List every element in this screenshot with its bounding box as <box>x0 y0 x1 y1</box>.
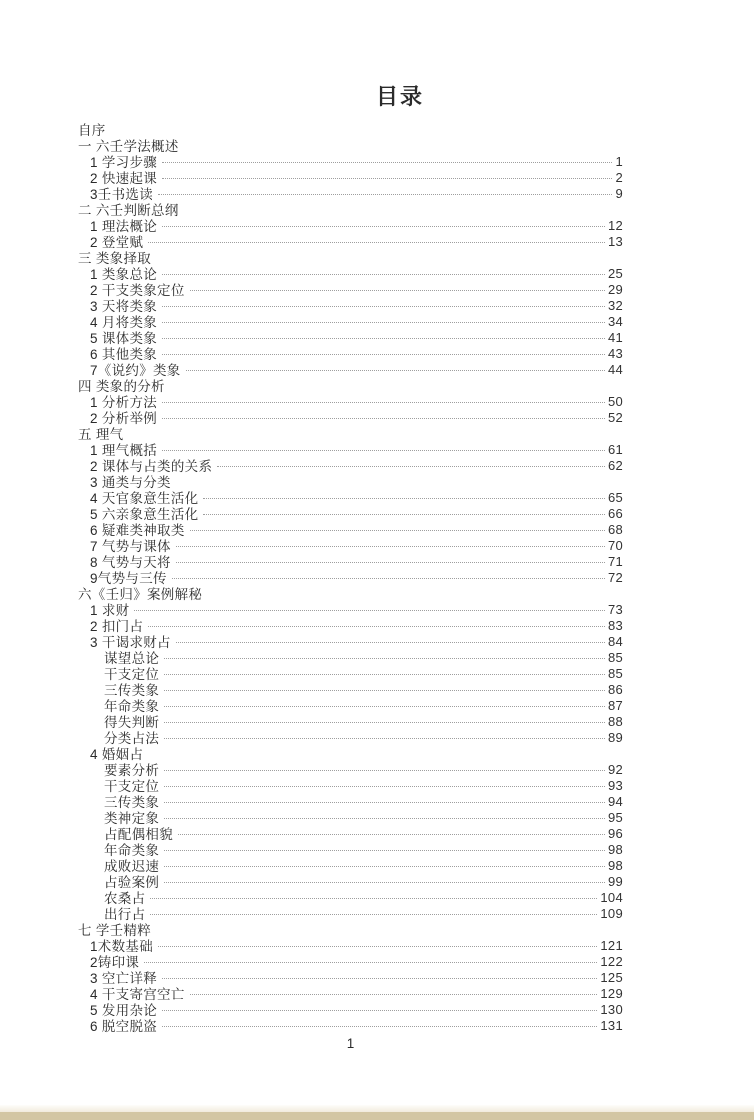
toc-page-number: 1 <box>615 153 623 169</box>
toc-entry-label: 7《说约》类象 <box>90 363 181 378</box>
toc-row <box>78 137 623 153</box>
toc-entry-label: 1术数基础 <box>90 939 154 954</box>
toc-leader-line <box>150 898 597 899</box>
toc-leader-line <box>164 658 605 659</box>
toc-leader-line <box>164 818 605 819</box>
toc-page-number: 99 <box>607 873 623 889</box>
toc-row <box>78 857 623 873</box>
toc-page-number: 25 <box>607 265 623 281</box>
toc-entry-label: 6 其他类象 <box>90 347 158 362</box>
toc-leader-line <box>164 706 605 707</box>
toc-entry-label: 占配偶相貌 <box>104 827 173 842</box>
toc-leader-line <box>164 802 605 803</box>
toc-entry-label: 2铸印课 <box>90 955 140 970</box>
toc-leader-line <box>164 770 605 771</box>
toc-page-number: 71 <box>607 553 623 569</box>
toc-entry-label: 三传类象 <box>104 795 160 810</box>
toc-row <box>78 409 623 425</box>
toc-row <box>78 281 623 297</box>
toc-entry-label: 2 登堂赋 <box>90 235 144 250</box>
toc-entry-label: 年命类象 <box>104 843 160 858</box>
toc-entry-label: 3壬书选读 <box>90 187 154 202</box>
toc-page-number: 88 <box>607 713 623 729</box>
toc-row <box>78 937 623 953</box>
toc-row <box>78 889 623 905</box>
toc-page-number: 62 <box>607 457 623 473</box>
toc-leader-line <box>158 194 612 195</box>
toc-row <box>78 873 623 889</box>
toc-entry-label: 一 六壬学法概述 <box>78 139 179 154</box>
toc-page-number: 98 <box>607 857 623 873</box>
toc-row <box>78 681 623 697</box>
footer-page-number: 1 <box>346 1036 355 1051</box>
toc-list <box>78 121 623 1033</box>
toc-page-number: 13 <box>607 233 623 249</box>
toc-page-number: 32 <box>607 297 623 313</box>
toc-page-number: 129 <box>600 985 623 1001</box>
toc-page-number: 68 <box>607 521 623 537</box>
toc-entry-label: 9气势与三传 <box>90 571 167 586</box>
toc-entry-label: 出行占 <box>104 907 146 922</box>
toc-page-number: 34 <box>607 313 623 329</box>
toc-row <box>78 425 623 441</box>
toc-page-number: 122 <box>600 953 623 969</box>
toc-page-number: 41 <box>607 329 623 345</box>
toc-page-number: 89 <box>607 729 623 745</box>
toc-leader-line <box>164 674 605 675</box>
toc-entry-label: 1 理气概括 <box>90 443 158 458</box>
toc-entry-label: 8 气势与天将 <box>90 555 171 570</box>
toc-page-number: 44 <box>607 361 623 377</box>
toc-page-number: 86 <box>607 681 623 697</box>
toc-leader-line <box>162 322 605 323</box>
toc-entry-label: 三 类象择取 <box>78 251 152 266</box>
toc-leader-line <box>162 1026 597 1027</box>
toc-row <box>78 1017 623 1033</box>
toc-row <box>78 729 623 745</box>
toc-entry-label: 2 分析举例 <box>90 411 158 426</box>
toc-entry-label: 类神定象 <box>104 811 160 826</box>
toc-page-number: 70 <box>607 537 623 553</box>
toc-row <box>78 233 623 249</box>
toc-page-number: 104 <box>600 889 623 905</box>
toc-row <box>78 249 623 265</box>
toc-entry-label: 5 课体类象 <box>90 331 158 346</box>
toc-leader-line <box>164 738 605 739</box>
toc-leader-line <box>162 226 605 227</box>
toc-leader-line <box>172 578 605 579</box>
toc-page-number: 98 <box>607 841 623 857</box>
toc-leader-line <box>190 530 605 531</box>
toc-row <box>78 697 623 713</box>
toc-entry-label: 2 快速起课 <box>90 171 158 186</box>
toc-row <box>78 953 623 969</box>
toc-row <box>78 825 623 841</box>
toc-leader-line <box>164 850 605 851</box>
toc-entry-label: 3 干谒求财占 <box>90 635 171 650</box>
toc-entry-label: 4 婚姻占 <box>90 747 144 762</box>
toc-row <box>78 633 623 649</box>
toc-row <box>78 377 623 393</box>
toc-leader-line <box>162 978 597 979</box>
toc-entry-label: 占验案例 <box>104 875 160 890</box>
toc-row <box>78 329 623 345</box>
toc-entry-label: 成败迟速 <box>104 859 160 874</box>
toc-page-number: 43 <box>607 345 623 361</box>
toc-leader-line <box>162 306 605 307</box>
toc-leader-line <box>176 562 605 563</box>
toc-leader-line <box>162 178 612 179</box>
toc-entry-label: 要素分析 <box>104 763 160 778</box>
toc-row <box>78 713 623 729</box>
toc-entry-label: 谋望总论 <box>104 651 160 666</box>
toc-page-number: 83 <box>607 617 623 633</box>
toc-entry-label: 3 空亡详释 <box>90 971 158 986</box>
toc-row <box>78 217 623 233</box>
toc-entry-label: 五 理气 <box>78 427 124 442</box>
toc-page-number: 95 <box>607 809 623 825</box>
toc-leader-line <box>164 786 605 787</box>
toc-page-number: 130 <box>600 1001 623 1017</box>
toc-entry-label: 5 发用杂论 <box>90 1003 158 1018</box>
toc-entry-label: 4 天官象意生活化 <box>90 491 199 506</box>
toc-page-number: 2 <box>615 169 623 185</box>
toc-page-number: 109 <box>600 905 623 921</box>
toc-row <box>78 1001 623 1017</box>
toc-leader-line <box>162 402 605 403</box>
toc-leader-line <box>164 866 605 867</box>
toc-page-number: 96 <box>607 825 623 841</box>
toc-leader-line <box>203 498 604 499</box>
toc-page-number: 93 <box>607 777 623 793</box>
toc-page-number: 29 <box>607 281 623 297</box>
toc-page-number: 50 <box>607 393 623 409</box>
toc-entry-label: 自序 <box>78 123 106 138</box>
toc-page-number: 73 <box>607 601 623 617</box>
toc-entry-label: 1 理法概论 <box>90 219 158 234</box>
toc-row <box>78 393 623 409</box>
toc-leader-line <box>150 914 597 915</box>
toc-entry-label: 3 通类与分类 <box>90 475 171 490</box>
toc-row <box>78 777 623 793</box>
toc-leader-line <box>190 994 598 995</box>
toc-page-number: 52 <box>607 409 623 425</box>
bottom-edge-strip <box>0 1112 754 1120</box>
toc-row <box>78 201 623 217</box>
toc-page-number: 85 <box>607 665 623 681</box>
toc-leader-line <box>144 962 597 963</box>
toc-leader-line <box>164 882 605 883</box>
toc-entry-label: 1 分析方法 <box>90 395 158 410</box>
page-title: 目录 <box>375 84 424 109</box>
toc-leader-line <box>162 162 612 163</box>
toc-leader-line <box>162 338 605 339</box>
toc-leader-line <box>203 514 604 515</box>
toc-leader-line <box>148 242 605 243</box>
toc-page-number: 12 <box>607 217 623 233</box>
toc-leader-line <box>162 274 605 275</box>
toc-row <box>78 841 623 857</box>
toc-leader-line <box>176 546 605 547</box>
toc-page-number: 65 <box>607 489 623 505</box>
toc-entry-label: 干支定位 <box>104 779 160 794</box>
toc-leader-line <box>164 690 605 691</box>
toc-page-number: 131 <box>600 1017 623 1033</box>
toc-entry-label: 5 六亲象意生活化 <box>90 507 199 522</box>
toc-page-number: 94 <box>607 793 623 809</box>
toc-leader-line <box>217 466 605 467</box>
toc-page-number: 121 <box>600 937 623 953</box>
toc-leader-line <box>162 450 605 451</box>
page-edge-fade <box>0 1105 754 1112</box>
toc-page-number: 87 <box>607 697 623 713</box>
toc-entry-label: 四 类象的分析 <box>78 379 165 394</box>
toc-entry-label: 4 月将类象 <box>90 315 158 330</box>
toc-row <box>78 761 623 777</box>
toc-entry-label: 1 类象总论 <box>90 267 158 282</box>
toc-row <box>78 313 623 329</box>
toc-page-number: 85 <box>607 649 623 665</box>
toc-row <box>78 905 623 921</box>
toc-entry-label: 6 脱空脱盗 <box>90 1019 158 1034</box>
toc-leader-line <box>176 642 605 643</box>
toc-entry-label: 三传类象 <box>104 683 160 698</box>
toc-row <box>78 601 623 617</box>
toc-entry-label: 6 疑难类神取类 <box>90 523 185 538</box>
toc-entry-label: 七 学壬精粹 <box>78 923 152 938</box>
toc-row <box>78 169 623 185</box>
toc-row <box>78 793 623 809</box>
toc-entry-label: 得失判断 <box>104 715 160 730</box>
toc-entry-label: 农桑占 <box>104 891 146 906</box>
toc-page-number: 84 <box>607 633 623 649</box>
toc-entry-label: 六《壬归》案例解秘 <box>78 587 203 602</box>
toc-entry-label: 2 干支类象定位 <box>90 283 185 298</box>
toc-entry-label: 7 气势与课体 <box>90 539 171 554</box>
toc-row <box>78 985 623 1001</box>
toc-page-number: 92 <box>607 761 623 777</box>
toc-row <box>78 153 623 169</box>
toc-row <box>78 921 623 937</box>
toc-leader-line <box>134 610 604 611</box>
toc-leader-line <box>186 370 605 371</box>
toc-row <box>78 665 623 681</box>
toc-entry-label: 4 干支寄宫空亡 <box>90 987 185 1002</box>
toc-leader-line <box>162 418 605 419</box>
toc-row <box>78 649 623 665</box>
toc-page-number: 61 <box>607 441 623 457</box>
toc-entry-label: 2 扣门占 <box>90 619 144 634</box>
toc-row <box>78 297 623 313</box>
toc-leader-line <box>178 834 605 835</box>
toc-leader-line <box>190 290 605 291</box>
toc-entry-label: 二 六壬判断总纲 <box>78 203 179 218</box>
toc-entry-label: 分类占法 <box>104 731 160 746</box>
toc-entry-label: 1 学习步骤 <box>90 155 158 170</box>
toc-page-number: 125 <box>600 969 623 985</box>
toc-entry-label: 3 天将类象 <box>90 299 158 314</box>
toc-entry-label: 干支定位 <box>104 667 160 682</box>
toc-entry-label: 2 课体与占类的关系 <box>90 459 213 474</box>
toc-entry-label: 年命类象 <box>104 699 160 714</box>
toc-leader-line <box>148 626 605 627</box>
toc-row <box>78 745 623 761</box>
toc-page-number: 66 <box>607 505 623 521</box>
toc-row <box>78 585 623 601</box>
toc-leader-line <box>158 946 597 947</box>
toc-page-number: 72 <box>607 569 623 585</box>
toc-entry-label: 1 求财 <box>90 603 130 618</box>
toc-leader-line <box>164 722 605 723</box>
toc-leader-line <box>162 354 605 355</box>
toc-page-number: 9 <box>615 185 623 201</box>
toc-leader-line <box>162 1010 597 1011</box>
